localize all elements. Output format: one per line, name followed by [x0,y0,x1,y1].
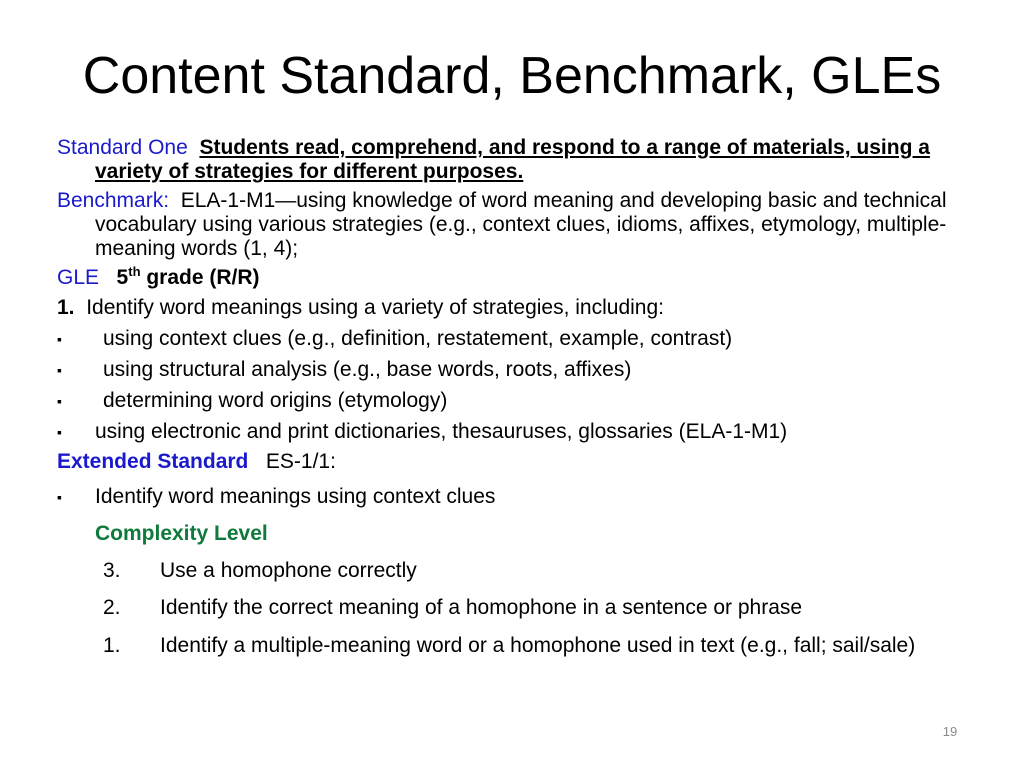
extended-standard-label: Extended Standard [57,450,249,473]
bullet-icon: ▪ [57,362,62,378]
complexity-item-text: Identify a multiple-meaning word or a homophone used in text (e.g., fall; sail/sale) [160,634,916,657]
gle-label: GLE [57,266,100,289]
benchmark-paragraph [57,189,977,261]
bullet-text: Identify word meanings using context clues [95,485,496,508]
list-item [57,389,977,413]
slide-title: Content Standard, Benchmark, GLEs [82,47,942,105]
complexity-level-heading: Complexity Level [95,522,268,545]
gle-grade-suffix: th [128,264,141,279]
complexity-item-text: Identify the correct meaning of a homophone in a sentence or phrase [160,596,803,619]
gle-grade-number: 5 [116,266,129,289]
complexity-item [57,559,977,583]
page-number: 19 [942,724,958,739]
standard-label: Standard One [57,136,188,159]
bullet-text: using electronic and print dictionaries, thesauruses, glossaries (ELA-1-M1) [95,420,788,443]
complexity-item-number: 2. [103,596,121,619]
bullet-text: using context clues (e.g., definition, restatement, example, contrast) [103,327,733,350]
gle-line [57,266,977,290]
complexity-item [57,630,977,661]
benchmark-text: ELA-1-M1—using knowledge of word meaning and developing basic and technical vocabulary using various strategies (e.g., context clues, idioms, affixes, etymology, multiple-meaning words (1, 4); [95,189,947,260]
gle-item-number: 1. [57,296,75,319]
standard-paragraph [57,136,977,184]
bullet-icon: ▪ [57,489,62,505]
list-item [57,420,977,444]
gle-item-1 [57,296,977,320]
list-item [57,358,977,382]
list-item [57,485,977,509]
bullet-icon: ▪ [57,424,62,440]
gle-grade [117,266,260,289]
benchmark-label: Benchmark: [57,189,170,212]
gle-item-text: Identify word meanings using a variety of strategies, including: [86,296,664,319]
bullet-text: determining word origins (etymology) [103,389,448,412]
extended-standard-code: ES-1/1: [265,450,336,473]
bullet-text: using structural analysis (e.g., base words, roots, affixes) [103,358,632,381]
extended-standard-line [57,450,977,474]
gle-grade-rest: grade (R/R) [146,266,260,289]
complexity-item-text: Use a homophone correctly [160,559,417,582]
complexity-item-number: 1. [103,634,121,657]
standard-text: Students read, comprehend, and respond to a range of materials, using a variety of strategies for different purposes. [95,136,930,183]
slide-body [57,136,977,664]
bullet-icon: ▪ [57,331,62,347]
complexity-item [57,596,977,620]
bullet-icon: ▪ [57,393,62,409]
list-item [57,327,977,351]
complexity-item-number: 3. [103,559,121,582]
